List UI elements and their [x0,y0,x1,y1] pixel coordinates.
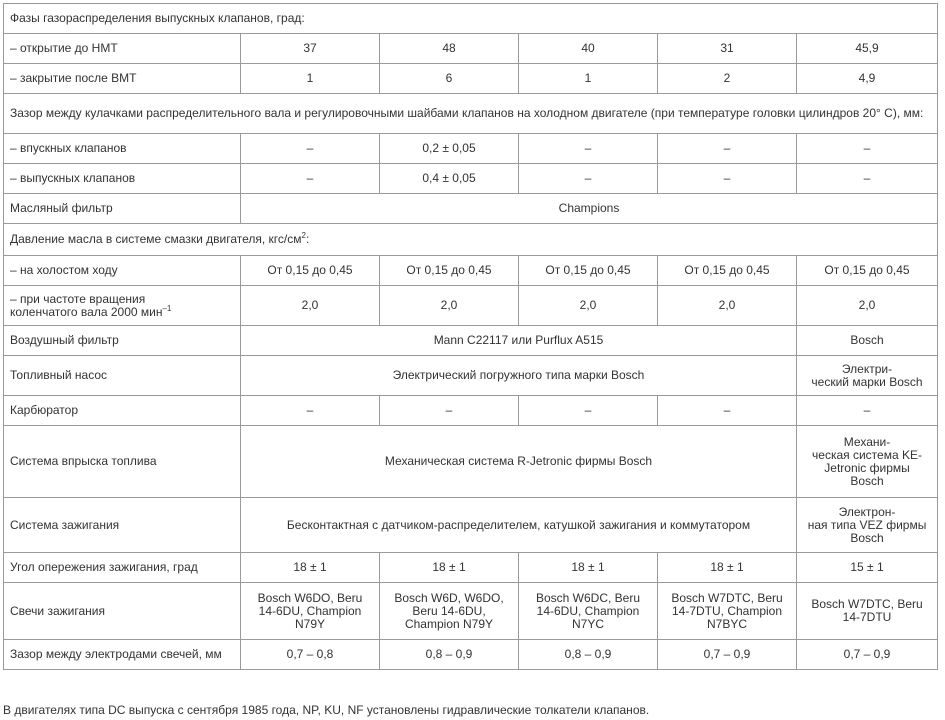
table-row [4,326,938,356]
superscript: –1 [162,303,172,313]
value-cell: – [797,396,938,426]
value-cell: 45,9 [797,34,938,64]
value-cell: 40 [519,34,658,64]
value-cell: 18 ± 1 [519,553,658,583]
section-header [4,94,938,134]
row-label [4,356,241,396]
section-header-text: Давление масла в системе смазки двигателя, кгс/см [10,232,302,246]
value-cell: 0,8 – 0,9 [380,640,519,670]
value-cell: Bosch W6DC, Beru 14-6DU, Champion N7YC [519,583,658,640]
value-cell: 1 [241,64,380,94]
row-label-text: Карбюратор [10,403,79,417]
table-row [4,553,938,583]
value-cell: – [380,396,519,426]
row-label [4,583,241,640]
row-label-text: Свечи зажигания [10,603,105,618]
value-cell: – [658,134,797,164]
value-cell: От 0,15 до 0,45 [658,256,797,286]
value-cell: 4,9 [797,64,938,94]
value-cell: Электрический погружного типа марки Bosch [241,356,797,396]
value-cell: 0,7 – 0,9 [797,640,938,670]
value-cell: 1 [519,64,658,94]
table-row [4,286,938,326]
row-label-text: Система впрыска топлива [10,454,157,468]
value-cell: 31 [658,34,797,64]
value-cell: 18 ± 1 [241,553,380,583]
table-row [4,194,938,224]
value-cell: От 0,15 до 0,45 [797,256,938,286]
value-cell: – [519,134,658,164]
table-row [4,64,938,94]
spec-table [3,3,938,670]
table-row [4,224,938,256]
row-label [4,256,241,286]
section-header [4,4,938,34]
table-row [4,426,938,498]
row-label-text: Система зажигания [10,517,120,532]
row-label [4,396,241,426]
value-cell: Champions [241,194,938,224]
value-cell: 0,4 ± 0,05 [380,164,519,194]
row-label [4,286,241,326]
value-cell: – [797,164,938,194]
value-cell: 0,7 – 0,9 [658,640,797,670]
row-label-text: – закрытие после ВМТ [10,71,137,85]
value-cell: 2,0 [380,286,519,326]
value-cell: – [658,164,797,194]
value-cell: – [241,164,380,194]
table-row [4,94,938,134]
row-label [4,134,241,164]
section-header-suffix: : [305,232,310,246]
value-cell: От 0,15 до 0,45 [519,256,658,286]
section-header-text: Зазор между кулачками распределительного вала и регулировочными шайбами клапанов на холодном двигателе (при температуре головки цилиндров 20° С), мм: [10,106,924,120]
value-cell: Электрон- ная типа VEZ фирмы Bosch [797,498,938,553]
value-cell: – [519,164,658,194]
row-label [4,326,241,356]
value-cell: Bosch W6D, W6DO, Beru 14-6DU, Champion N79Y [380,583,519,640]
value-cell: Bosch W7DTC, Beru 14-7DTU, Champion N7BYC [658,583,797,640]
value-cell: 37 [241,34,380,64]
value-cell: 48 [380,34,519,64]
row-label [4,34,241,64]
value-cell: 18 ± 1 [380,553,519,583]
value-cell: Bosch [797,326,938,356]
value-cell: – [658,396,797,426]
row-label [4,426,241,498]
row-label [4,164,241,194]
value-cell: 0,8 – 0,9 [519,640,658,670]
value-cell: От 0,15 до 0,45 [380,256,519,286]
row-label [4,553,241,583]
table-row [4,498,938,553]
value-cell: Bosch W7DTC, Beru 14-7DTU [797,583,938,640]
value-cell: 2,0 [241,286,380,326]
table-row [4,34,938,64]
row-label-text: Зазор между электродами свечей, мм [10,647,222,661]
value-cell: 15 ± 1 [797,553,938,583]
table-row [4,4,938,34]
value-cell: 2 [658,64,797,94]
value-cell: – [241,134,380,164]
row-label-text: Масляный фильтр [10,201,113,215]
value-cell: – [519,396,658,426]
row-label-text: Топливный насос [10,368,108,382]
value-cell: Механическая система R-Jetronic фирмы Bosch [241,426,797,498]
row-label-text: – впускных клапанов [10,141,127,155]
row-label-text: – при частоте вращения коленчатого вала 2000 мин [10,291,163,319]
footnote: В двигателях типа DC выпуска с сентября 1985 года, NP, KU, NF установлены гидравлические толкатели клапанов. [3,703,650,717]
table-row [4,640,938,670]
value-cell: 18 ± 1 [658,553,797,583]
table-row [4,256,938,286]
section-header-text: Фазы газораспределения выпускных клапанов, град: [10,11,305,25]
value-cell: 6 [380,64,519,94]
row-label [4,498,241,553]
row-label-text: Воздушный фильтр [10,333,119,347]
value-cell: 2,0 [519,286,658,326]
value-cell: Электри- ческий марки Bosch [797,356,938,396]
row-label-text: – открытие до НМТ [10,41,118,55]
value-cell: Bosch W6DO, Beru 14-6DU, Champion N79Y [241,583,380,640]
table-row [4,583,938,640]
table-row [4,164,938,194]
row-label [4,194,241,224]
section-header [4,224,938,256]
value-cell: Бесконтактная с датчиком-распределителем, катушкой зажигания и коммутатором [241,498,797,553]
value-cell: 0,7 – 0,8 [241,640,380,670]
value-cell: 2,0 [797,286,938,326]
superscript: 2 [301,231,306,240]
table-row [4,356,938,396]
value-cell: 2,0 [658,286,797,326]
row-label [4,640,241,670]
value-cell: Mann C22117 или Purflux A515 [241,326,797,356]
value-cell: 0,2 ± 0,05 [380,134,519,164]
value-cell: – [797,134,938,164]
table-row [4,396,938,426]
value-cell: – [241,396,380,426]
row-label-text: – на холостом ходу [10,263,118,277]
row-label-text: – выпускных клапанов [10,171,136,185]
row-label-text: Угол опережения зажигания, град [10,560,198,574]
value-cell: Механи- ческая система KE- Jetronic фирмы Bosch [797,426,938,498]
value-cell: От 0,15 до 0,45 [241,256,380,286]
table-row [4,134,938,164]
row-label [4,64,241,94]
